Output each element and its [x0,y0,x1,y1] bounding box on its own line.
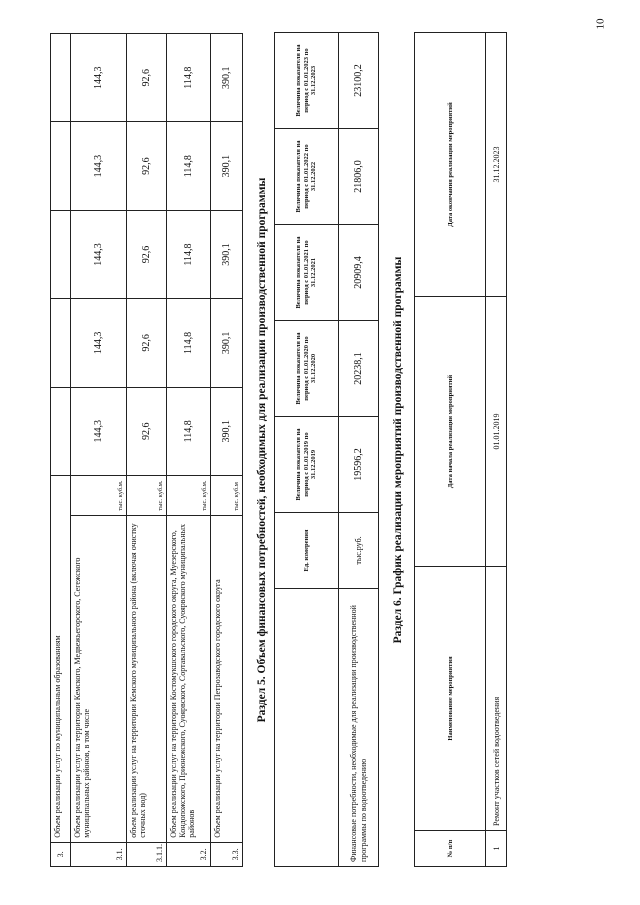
value-cell: 19596,2 [339,417,379,513]
unit-cell: тыс. куб.м. [167,475,211,515]
row-name: Объем реализации услуг на территории Костомукшского городского округа, Муезерского, Кондопожского, Прионежского, Суоярвского, Сортавальского, Суоярвского муниципальных районов [167,515,211,842]
table-row [51,34,71,867]
value-cell: 20909,4 [339,225,379,321]
value-cell [51,210,71,298]
row-name: Ремонт участков сетей водоотведения [486,567,507,831]
row-name: объем реализации услуг на территории Кемского муниципального района (включая очистку сточных вод) [127,515,167,842]
table-row [127,34,167,867]
value-cell: 114,8 [167,210,211,298]
row-number: 3.3. [211,842,243,866]
page-number: 10 [594,18,607,30]
value-cell: 144,3 [71,210,127,298]
value-cell: 144,3 [71,299,127,387]
value-cell [51,122,71,210]
value-cell [51,387,71,475]
header-name: Наименование мероприятия [415,567,486,831]
value-cell: 92,6 [127,122,167,210]
value-cell: 144,3 [71,122,127,210]
header-period: Величина показателя на период с 01.01.2023 по 31.12.2023 [275,33,339,129]
header-unit: Ед. измерения [275,513,339,589]
value-cell: 114,8 [167,122,211,210]
header-end: Дата окончания реализации мероприятий [415,33,486,297]
row-number: 1 [486,831,507,867]
table-row [211,34,243,867]
section-6-title: Раздел 6. График реализации мероприятий производственной программы [392,256,404,644]
table-header-row [415,33,486,867]
value-cell: 92,6 [127,210,167,298]
value-cell: 390,1 [211,210,243,298]
table-header-row [275,33,339,867]
header-period: Величина показателя на период с 01.01.2021 по 31.12.2021 [275,225,339,321]
value-cell: 114,8 [167,387,211,475]
value-cell: 390,1 [211,34,243,122]
value-cell: 144,3 [71,387,127,475]
row-name: Финансовые потребности, необходимые для реализации производственной программы по водоотведению [339,589,379,867]
header-num: № п/п [415,831,486,867]
unit-cell: тыс. куб.м. [71,475,127,515]
table-row [339,33,379,867]
value-cell: 21806,0 [339,129,379,225]
start-date: 01.01.2019 [486,297,507,567]
header-period: Величина показателя на период с 01.01.2019 по 31.12.2019 [275,417,339,513]
row-name: Объем реализации услуг на территории Петрозаводского городского округа [211,515,243,842]
header-period: Величина показателя на период с 01.01.2020 по 31.12.2020 [275,321,339,417]
rotated-document [42,25,562,875]
header-name [275,589,339,867]
unit-cell: тыс.руб. [339,513,379,589]
header-start: Дата начала реализации мероприятий [415,297,486,567]
value-cell: 390,1 [211,387,243,475]
value-cell: 114,8 [167,34,211,122]
table-row [167,34,211,867]
table-row [486,33,507,867]
services-volume-table [50,33,243,867]
table-row [71,34,127,867]
schedule-table [414,32,507,867]
value-cell: 144,3 [71,34,127,122]
header-period: Величина показателя на период с 01.01.2022 по 31.12.2022 [275,129,339,225]
value-cell: 390,1 [211,122,243,210]
financial-needs-table [274,32,379,867]
row-number: 3.2. [167,842,211,866]
value-cell: 20238,1 [339,321,379,417]
value-cell: 390,1 [211,299,243,387]
row-number: 3.1.1. [127,842,167,866]
value-cell: 92,6 [127,299,167,387]
unit-cell: тыс. куб.м. [127,475,167,515]
row-number: 3.1. [71,842,127,866]
row-number: 3. [51,842,71,866]
section-5-title: Раздел 5. Объем финансовых потребностей, необходимых для реализации производственной программы [256,177,268,723]
value-cell: 114,8 [167,299,211,387]
row-name: Объем реализации услуг на территории Кемского, Медвежьегорского, Сегежского муниципальных районов, в том числе [71,515,127,842]
value-cell [51,299,71,387]
unit-cell: тыс. куб.м [211,475,243,515]
end-date: 31.12.2023 [486,33,507,297]
value-cell: 92,6 [127,34,167,122]
value-cell: 92,6 [127,387,167,475]
row-name: Объем реализации услуг по муниципальным образованиям [51,475,71,842]
value-cell [51,34,71,122]
value-cell: 23100,2 [339,33,379,129]
